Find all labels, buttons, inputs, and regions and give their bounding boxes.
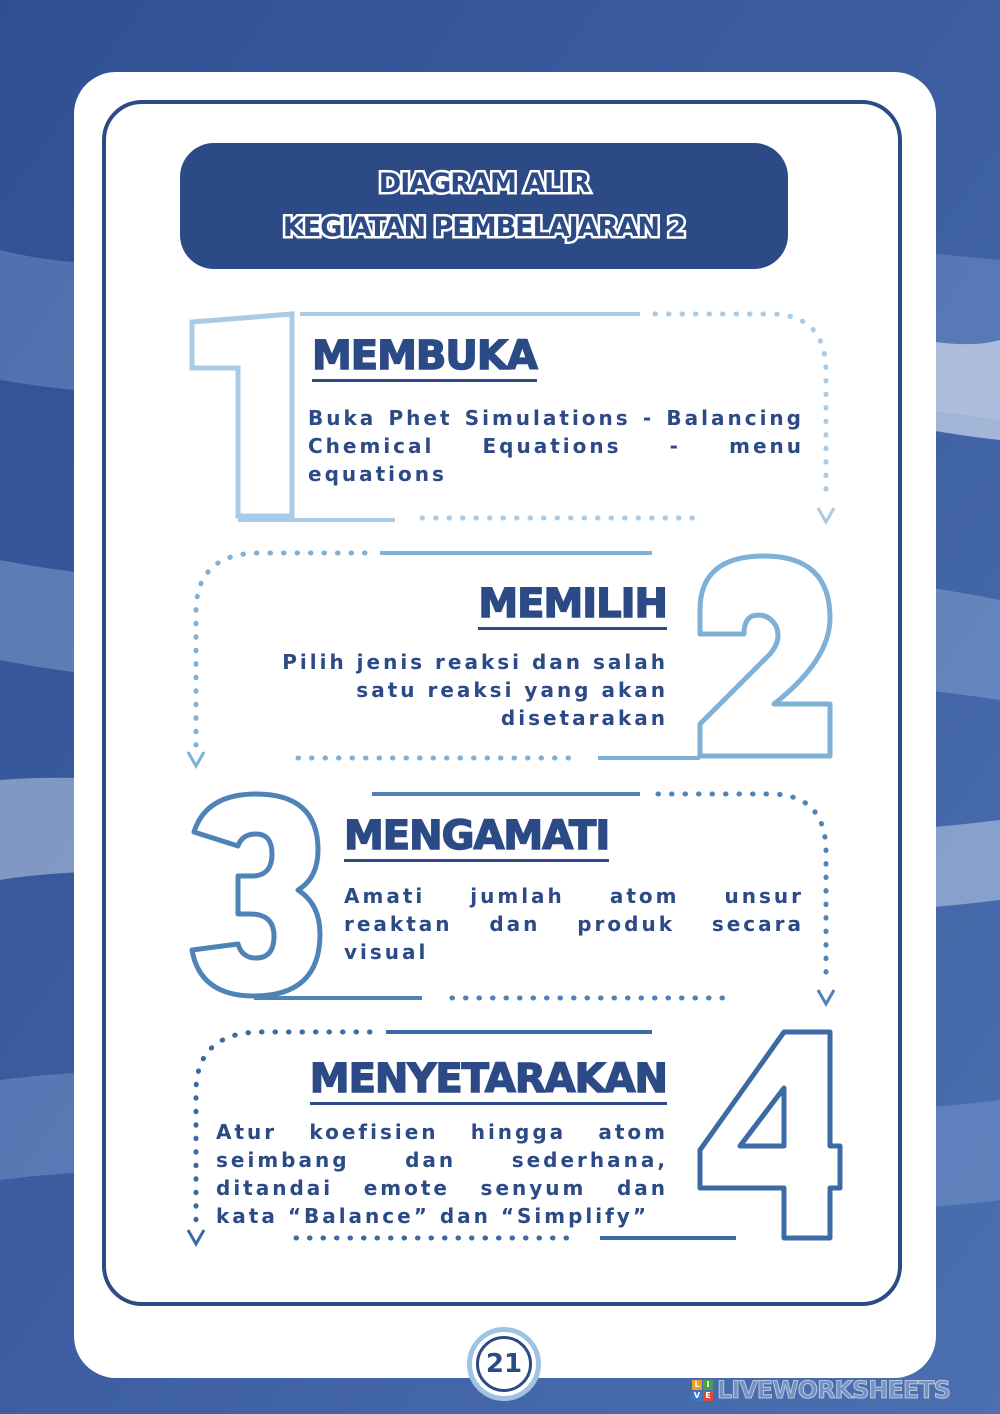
title-line-1: DIAGRAM ALIR [378, 168, 590, 199]
step-3-title: MENGAMATI [344, 813, 610, 859]
step-4-arrow [188, 1230, 204, 1244]
step-2-number-outline [700, 556, 830, 756]
logo-letter-e: E [703, 1391, 713, 1401]
logo-letter-l: L [692, 1380, 702, 1390]
logo-letter-v: V [693, 1390, 701, 1400]
logo-letter-i: I [703, 1380, 713, 1390]
step-3-description: Amati jumlah atom unsur reaktan dan produk secara visual [344, 884, 804, 964]
step-2-arrow [188, 752, 204, 766]
liveworksheets-watermark [692, 1376, 950, 1404]
step-1-arrow [818, 508, 834, 522]
watermark-text: LIVEWORKSHEETS [717, 1376, 950, 1404]
step-1-title: MEMBUKA [312, 333, 537, 379]
step-3-arrow [818, 990, 834, 1004]
liveworksheets-logo [692, 1380, 713, 1401]
step-3-number-outline [192, 794, 320, 996]
step-1-number-outline [192, 314, 292, 516]
page-number-badge [467, 1327, 541, 1401]
step-1-description: Buka Phet Simulations - Balancing Chemical Equations - menu equations [308, 406, 804, 486]
step-4-title: MENYETARAKAN [309, 1056, 667, 1102]
step-2-description: Pilih jenis reaksi dan salah satu reaksi yang akan disetarakan [282, 650, 668, 730]
step-4-description: Atur koefisien hingga atom seimbang dan sederhana, ditandai emote senyum dan kata “Balance” dan “Simplify” [216, 1120, 668, 1228]
step-2-title: MEMILIH [478, 581, 667, 627]
page-number: 21 [476, 1336, 532, 1392]
title-line-2: KEGIATAN PEMBELAJARAN 2 [282, 212, 686, 243]
step-4-number-outline [700, 1032, 840, 1238]
